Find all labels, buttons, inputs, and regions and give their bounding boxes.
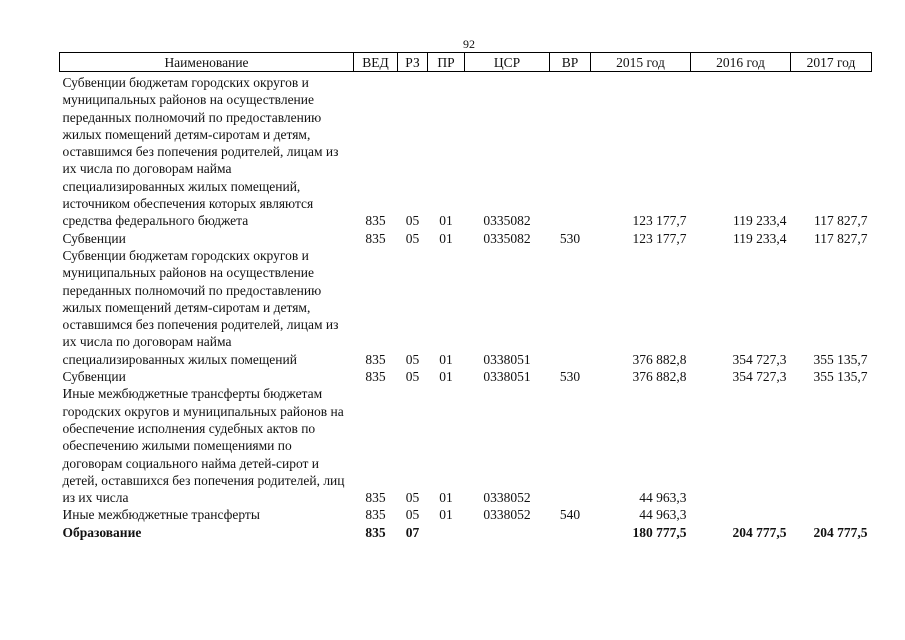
table-row: [60, 247, 872, 368]
row-ved-cell: 835: [365, 524, 386, 540]
table-header-row: [60, 53, 872, 72]
row-name-cell: Образование: [62, 524, 142, 540]
row-csr-cell: [465, 524, 550, 541]
row-ved-cell: 835: [365, 351, 386, 367]
row-pr-cell: 01: [439, 490, 453, 506]
header-vr: ВР: [550, 53, 591, 72]
row-2015-cell: 180 777,5: [632, 524, 687, 540]
table-row: [60, 72, 872, 230]
row-2017-cell: [791, 385, 872, 506]
row-csr-cell: 0338051: [483, 369, 531, 385]
header-rz: РЗ: [398, 53, 428, 72]
row-rz-cell: 05: [405, 230, 420, 246]
row-2017-cell: 204 777,5: [813, 524, 868, 540]
budget-table: [59, 52, 872, 541]
row-vr-cell: [550, 524, 591, 541]
row-rz-cell: 07: [405, 524, 420, 540]
row-csr-cell: 0338052: [483, 507, 531, 523]
row-name-cell: Субвенции бюджетам городских округов и муниципальных районов на осуществление переданных полномочий по предоставлению жилых помещений детям-сиротам и детям, оставшимся без попечения родителей, лицам из их числа по договорам найма специализированных жилых помещений: [62, 247, 339, 367]
row-rz-cell: 05: [405, 213, 420, 229]
row-2016-cell: [691, 385, 791, 506]
row-name-cell: Иные межбюджетные трансферты: [62, 507, 260, 523]
row-vr-cell: 540: [559, 507, 581, 523]
row-2017-cell: 355 135,7: [813, 369, 868, 385]
row-pr-cell: 01: [439, 230, 453, 246]
row-csr-cell: 0338051: [483, 351, 531, 367]
row-2016-cell: 119 233,4: [733, 230, 787, 246]
header-ved: ВЕД: [354, 53, 398, 72]
row-2017-cell: 117 827,7: [814, 213, 868, 229]
row-2017-cell: 355 135,7: [813, 351, 868, 367]
row-csr-cell: 0335082: [483, 213, 531, 229]
table-row: [60, 506, 872, 523]
table-row: [60, 230, 872, 247]
row-2016-cell: 354 727,3: [732, 351, 787, 367]
table-row: [60, 385, 872, 506]
row-ved-cell: 835: [365, 213, 386, 229]
row-2017-cell: [791, 506, 872, 523]
row-2017-cell: 117 827,7: [814, 230, 868, 246]
table-row: [60, 524, 872, 541]
row-pr-cell: [428, 524, 465, 541]
row-vr-cell: 530: [559, 230, 581, 246]
row-2016-cell: 354 727,3: [732, 369, 787, 385]
row-vr-cell: 530: [559, 369, 581, 385]
row-2016-cell: [691, 506, 791, 523]
header-2017: 2017 год: [791, 53, 872, 72]
table-row: [60, 368, 872, 385]
row-pr-cell: 01: [439, 369, 453, 385]
row-2015-cell: 44 963,3: [639, 507, 687, 523]
row-vr-cell: [550, 247, 591, 368]
row-2016-cell: 119 233,4: [733, 213, 787, 229]
row-ved-cell: 835: [365, 507, 386, 523]
row-rz-cell: 05: [405, 507, 420, 523]
page-number: 92: [463, 37, 475, 51]
row-name-cell: Субвенции бюджетам городских округов и муниципальных районов на осуществление переданных полномочий по предоставлению жилых помещений детям-сиротам и детям, оставшимся без попечения родителей, лицам из их числа по договорам найма специализированных жилых помещений, источником обеспечения которых являются средства федерального бюджета: [62, 75, 339, 229]
row-2015-cell: 123 177,7: [632, 213, 687, 229]
row-rz-cell: 05: [405, 369, 420, 385]
header-2015: 2015 год: [591, 53, 691, 72]
table-body: [60, 72, 872, 542]
row-csr-cell: 0338052: [483, 490, 531, 506]
header-pr: ПР: [428, 53, 465, 72]
row-pr-cell: 01: [439, 507, 453, 523]
row-ved-cell: 835: [365, 230, 386, 246]
row-csr-cell: 0335082: [483, 230, 531, 246]
row-name-cell: Иные межбюджетные трансферты бюджетам городских округов и муниципальных районов на обеспечение исполнения судебных актов по обеспечению жилыми помещениями по договорам социального найма детей-сирот и детей, оставшихся без попечения родителей, лиц из их числа: [62, 386, 345, 506]
row-vr-cell: [550, 385, 591, 506]
row-name-cell: Субвенции: [62, 230, 126, 246]
row-pr-cell: 01: [439, 351, 453, 367]
row-rz-cell: 05: [405, 351, 420, 367]
header-csr: ЦСР: [465, 53, 550, 72]
header-name: Наименование: [60, 53, 354, 72]
row-vr-cell: [550, 72, 591, 230]
row-2015-cell: 376 882,8: [632, 369, 687, 385]
row-ved-cell: 835: [365, 490, 386, 506]
row-ved-cell: 835: [365, 369, 386, 385]
header-2016: 2016 год: [691, 53, 791, 72]
row-2015-cell: 376 882,8: [632, 351, 687, 367]
row-rz-cell: 05: [405, 490, 420, 506]
row-2016-cell: 204 777,5: [732, 524, 787, 540]
row-pr-cell: 01: [439, 213, 453, 229]
row-2015-cell: 44 963,3: [639, 490, 687, 506]
row-2015-cell: 123 177,7: [632, 230, 687, 246]
row-name-cell: Субвенции: [62, 369, 126, 385]
